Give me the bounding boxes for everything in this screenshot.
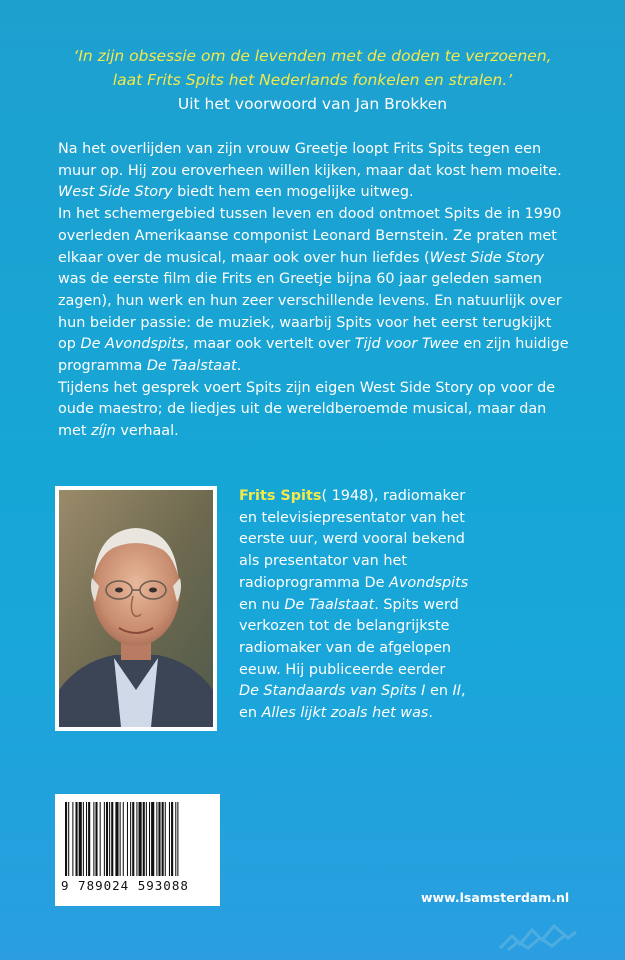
barcode-bar [88,802,90,876]
p2-part2: was de eerste film die Frits en Greetje bijna 60 jaar geleden samen zagen), hun werk en hun zeer verschillende levens. En natuurlijk over hun beider passie: de muziek, waarbij Spits voor het eerst terugkijkt op [58,271,562,353]
p1-end: biedt hem een mogelijke uitweg. [172,184,414,201]
barcode-bar [68,802,69,876]
barcode-bar [127,802,128,876]
barcode-bar [158,802,160,876]
p3-em: zíjn [91,423,116,440]
barcode-bar [130,802,131,876]
p2-i2: De Avondspits [80,336,185,353]
barcode-bar [95,802,97,876]
bio-t3: . Spits werd verkozen tot de belangrijkste radiomaker van de afgelopen eeuw. Hij publiceerde eerder [239,596,459,678]
barcode-bar [83,802,84,876]
bio-i5: Alles lijkt zoals het was [261,705,429,722]
isbn-number: 9 789024 593088 [61,878,189,893]
barcode-bar [169,802,170,876]
p2-part3: , maar ook vertelt over [184,336,355,353]
barcode-bar [120,802,121,876]
barcode-bar [175,802,176,876]
p2-part5: . [236,358,242,375]
barcode-bar [149,802,150,876]
barcode-bar [139,802,142,876]
p3-part2: verhaal. [115,423,179,440]
quote-line-2: laat Frits Spits het Nederlands fonkelen en stralen.’ [112,71,513,89]
bio-t6: . [428,705,433,722]
barcode-bar [156,802,157,876]
barcode-bar [79,802,82,876]
bio-i1: Avondspits [389,574,469,591]
barcode-bar [111,802,113,876]
barcode-bar [115,802,118,876]
barcode-bar [93,802,94,876]
blurb-paragraph-2 [58,204,573,378]
barcode-bar [123,802,124,876]
bio-i4: II [452,683,462,700]
barcode-bar [171,802,173,876]
bio-t1: ( 1948), radiomaker en televisiepresentator van het eerste uur, werd vooral bekend als presentator van het radioprogramma De [239,488,466,591]
barcode-bar [151,802,154,876]
barcode-bar [162,802,164,876]
barcode-bar [72,802,73,876]
barcode-bars [55,794,220,878]
author-photo [55,486,217,731]
barcode-bar [106,802,108,876]
publisher-website[interactable]: www.lsamsterdam.nl [421,890,570,905]
barcode-bar [86,802,87,876]
blurb [58,139,573,443]
barcode-bar [132,802,134,876]
author-name: Frits Spits [239,488,322,504]
bio-i2: De Taalstaat [284,596,375,613]
barcode-bar [104,802,105,876]
publisher-logo [498,902,578,952]
barcode-bar [146,802,147,876]
barcode-bar [177,802,178,876]
quote-block [40,44,585,116]
bio-t2: en nu [239,596,285,613]
barcode-bar [76,802,78,876]
p2-i3: Tijd voor Twee [354,336,459,353]
p2-part1: In het schemergebied tussen leven en dood ontmoet Spits de in 1990 overleden Amerikaanse componist Leonard Bernstein. Ze praten met elkaar over de musical, maar ook over hun liefdes ( [58,206,562,266]
author-portrait-image [59,490,213,727]
p3-part1: Tijdens het gesprek voert Spits zijn eigen West Side Story op voor de oude maestro; de liedjes uit de wereldberoemde musical, maar dan met [58,379,556,440]
barcode-bar [100,802,101,876]
barcode-bar [165,802,166,876]
barcode-bar [65,802,67,876]
author-bio [239,486,469,725]
barcode-bar [109,802,110,876]
p2-part4: en zijn huidige programma [58,336,569,375]
quote-source: Uit het voorwoord van Jan Brokken [177,95,448,113]
p1-title: West Side Story [58,184,173,201]
p1-text: Na het overlijden van zijn vrouw Greetje loopt Frits Spits tegen een muur op. Hij zou eroverheen willen kijken, maar dat kost hem moeite. [58,141,562,179]
bio-i3: De Standaards van Spits I [239,683,426,700]
quote-line-1: ‘In zijn obsessie om de levenden met de doden te verzoenen, [73,47,552,65]
barcode-bar [143,802,145,876]
p2-i4: De Taalstaat [146,358,237,375]
barcode-bar [136,802,137,876]
bio-t5: , en [239,683,466,722]
p2-i1: West Side Story [429,249,545,266]
barcode [55,794,220,906]
bio-t4: en [425,683,453,700]
blurb-paragraph-1 [58,139,573,204]
blurb-paragraph-3 [58,378,573,443]
